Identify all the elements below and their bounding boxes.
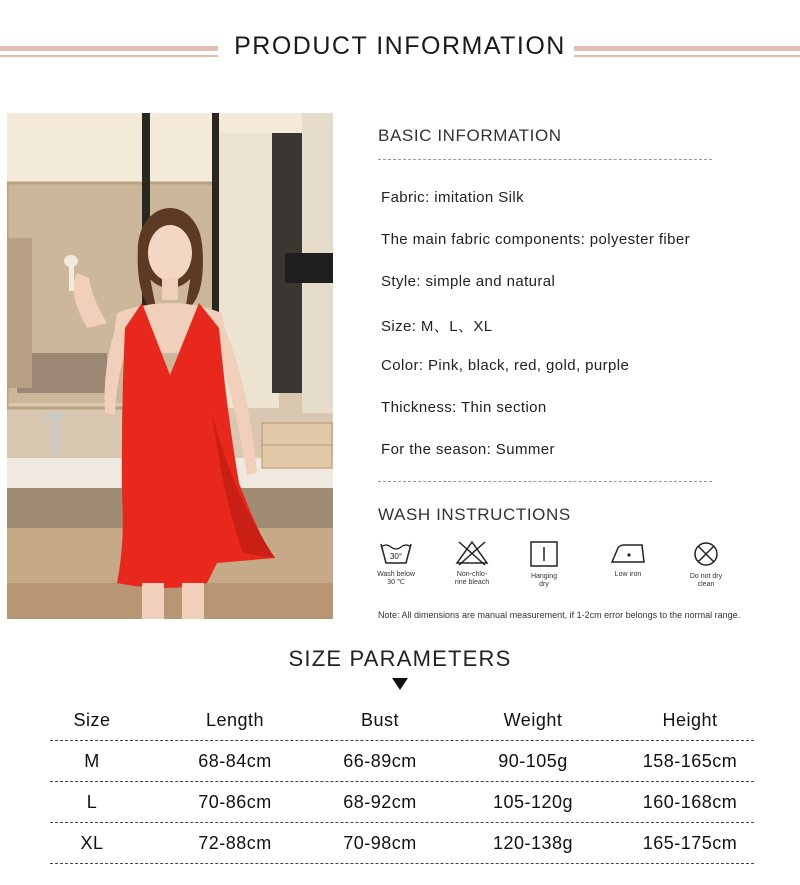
wash-temp-symbol: 30° <box>389 552 403 561</box>
header-bust: Bust <box>360 710 400 730</box>
cell-bust: 66-89cm <box>343 751 417 771</box>
wash-item <box>366 540 426 587</box>
wash-basin-30-icon <box>379 540 413 566</box>
header-weight: Weight <box>503 710 563 730</box>
header-length: Length <box>205 710 265 730</box>
hang-label-2: dry <box>539 581 549 588</box>
cell-bust: 68-92cm <box>343 792 417 812</box>
measurement-note: Note: All dimensions are manual measurement, if 1-2cm error belongs to the normal range. <box>378 610 741 620</box>
cell-size: L <box>86 792 98 812</box>
cell-length: 70-86cm <box>198 792 272 812</box>
wash-label-1: Wash below <box>377 571 415 578</box>
down-arrow-icon <box>392 678 408 690</box>
page-title: PRODUCT INFORMATION <box>234 32 566 60</box>
hanging-dry-icon <box>527 540 561 568</box>
cell-size: M <box>84 751 100 771</box>
cell-weight: 90-105g <box>498 751 568 771</box>
product-photo <box>7 113 333 619</box>
cell-bust: 70-98cm <box>343 833 417 853</box>
info-size: Size: M、L、XL <box>381 318 493 335</box>
info-style: Style: simple and natural <box>381 273 556 290</box>
cell-size: XL <box>80 833 104 853</box>
info-components: The main fabric components: polyester fiber <box>381 231 691 248</box>
cell-height: 165-175cm <box>642 833 738 853</box>
basic-info-divider-top <box>378 159 712 160</box>
cell-height: 160-168cm <box>642 792 738 812</box>
iron-item <box>598 540 658 579</box>
no-tumble-dry-icon <box>691 540 721 568</box>
cell-height: 158-165cm <box>642 751 738 771</box>
basic-info-divider-bottom <box>378 481 712 482</box>
info-fabric: Fabric: imitation Silk <box>381 189 525 206</box>
size-table <box>50 700 754 864</box>
no-dry-label-2: clean <box>697 581 715 588</box>
low-iron-icon <box>608 540 648 566</box>
cell-length: 72-88cm <box>198 833 272 853</box>
basic-info-title: BASIC INFORMATION <box>378 126 562 145</box>
bleach-label-1: Non-chlo- <box>456 571 488 578</box>
table-row <box>50 782 754 823</box>
wash-label-2: 30 ℃ <box>387 579 405 586</box>
no-dry-item <box>676 540 736 589</box>
info-season: For the season: Summer <box>381 441 555 458</box>
wash-instructions-title: WASH INSTRUCTIONS <box>378 505 571 524</box>
table-row <box>50 741 754 782</box>
info-thickness: Thickness: Thin section <box>381 399 547 416</box>
header-size: Size <box>73 710 111 730</box>
hang-label-1: Hanging <box>530 573 558 580</box>
header-height: Height <box>662 710 718 730</box>
hang-dry-item <box>514 540 574 589</box>
iron-label-1: Low iron <box>614 571 642 578</box>
bleach-item <box>442 540 502 587</box>
no-bleach-icon <box>455 540 489 566</box>
size-parameters-title: SIZE PARAMETERS <box>288 646 512 671</box>
cell-weight: 120-138g <box>492 833 574 853</box>
bleach-label-2: rine bleach <box>454 579 490 586</box>
table-row <box>50 823 754 864</box>
cell-length: 68-84cm <box>198 751 272 771</box>
no-dry-label-1: Do not dry <box>689 573 723 580</box>
info-color: Color: Pink, black, red, gold, purple <box>381 357 630 374</box>
cell-weight: 105-120g <box>492 792 574 812</box>
size-table-header <box>50 700 754 741</box>
